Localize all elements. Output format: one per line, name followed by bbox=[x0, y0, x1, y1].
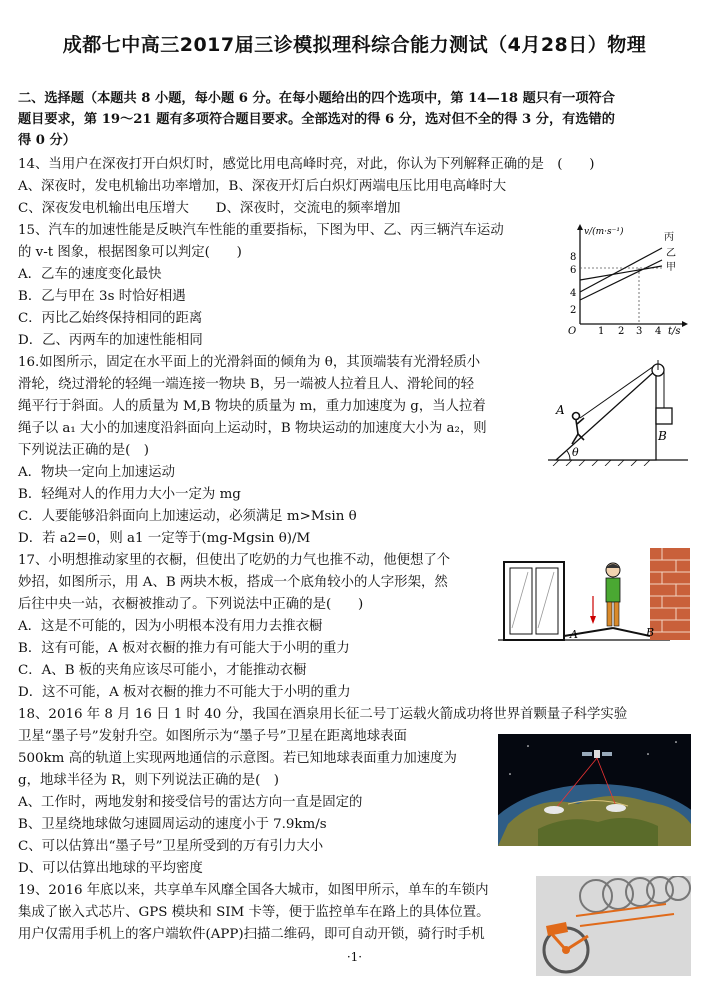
q18-stem-3: 500km 高的轨道上实现两地通信的示意图。若已知地球表面重力加速度为 bbox=[18, 751, 457, 766]
q17-option-c: C．A、B 板的夹角应该尽可能小，才能推动衣橱 bbox=[18, 663, 307, 678]
q15-stem-2: 的 v-t 图象，根据图象可以判定( ) bbox=[18, 245, 242, 260]
q18-option-d: D、可以估算出地球的平均密度 bbox=[18, 861, 203, 876]
q18-stem: 18、2016 年 8 月 16 日 1 时 40 分，我国在酒泉用长征二号丁运载火箭成功将世界首颗量子科学实验 bbox=[18, 707, 628, 722]
q15-option-a: A．乙车的速度变化最快 bbox=[18, 267, 162, 282]
graph-xlabel: t/s bbox=[668, 326, 681, 337]
series-label-jia: 甲 bbox=[666, 262, 676, 273]
incline-diagram bbox=[548, 356, 688, 466]
wardrobe-diagram bbox=[498, 548, 693, 643]
q19-stem-2: 集成了嵌入式芯片、GPS 模块和 SIM 卡等，便于监控单车在路上的具体位置。 bbox=[18, 905, 490, 920]
xtick: 3 bbox=[636, 326, 643, 337]
ytick: 8 bbox=[570, 252, 577, 263]
page-title: 成都七中高三2017届三诊模拟理科综合能力测试（4月28日）物理 bbox=[62, 34, 647, 56]
xtick: 1 bbox=[598, 326, 605, 337]
q17-option-b: B．这有可能，A 板对衣橱的推力有可能大于小明的重力 bbox=[18, 641, 350, 656]
q15-stem: 15、汽车的加速性能是反映汽车性能的重要指标，下图为甲、乙、丙三辆汽车运动 bbox=[18, 223, 504, 238]
q16-option-c: C．人要能够沿斜面向上加速运动，必须满足 m>Msin θ bbox=[18, 509, 357, 524]
q15-option-c: C．丙比乙始终保持相同的距离 bbox=[18, 311, 203, 326]
label-a: A bbox=[556, 403, 565, 417]
q15-option-d: D．乙、丙两车的加速性能相同 bbox=[18, 333, 203, 348]
q16-option-b: B．轻绳对人的作用力大小一定为 mg bbox=[18, 487, 241, 502]
series-label-bing: 丙 bbox=[664, 232, 674, 243]
ytick: 4 bbox=[570, 288, 577, 299]
vt-graph bbox=[562, 222, 690, 337]
q17-stem: 17、小明想推动家里的衣橱，但使出了吃奶的力气也推不动，他便想了个 bbox=[18, 553, 451, 568]
q17-option-a: A．这是不可能的，因为小明根本没有用力去推衣橱 bbox=[18, 619, 323, 634]
q16-stem: 16.如图所示，固定在水平面上的光滑斜面的倾角为 θ，其顶端装有光滑轻质小 bbox=[18, 355, 481, 370]
graph-origin: O bbox=[568, 326, 577, 337]
q17-stem-2: 妙招，如图所示，用 A、B 两块木板，搭成一个底角较小的人字形架，然 bbox=[18, 575, 448, 590]
q17-option-d: D．这不可能，A 板对衣橱的推力不可能大于小明的重力 bbox=[18, 685, 351, 700]
q19-stem: 19、2016 年底以来，共享单车风靡全国各大城市，如图甲所示，单车的车锁内 bbox=[18, 883, 489, 898]
q18-option-a: A、工作时，两地发射和接受信号的雷达方向一直是固定的 bbox=[18, 795, 363, 810]
series-label-yi: 乙 bbox=[666, 248, 676, 259]
q18-stem-4: g，地球半径为 R，则下列说法正确的是( ) bbox=[18, 773, 279, 788]
q14-options-ab: A、深夜时，发电机输出功率增加，B、深夜开灯后白炽灯两端电压比用电高峰时大 bbox=[18, 179, 507, 194]
page-number: ·1· bbox=[346, 950, 363, 964]
q16-stem-2: 滑轮，绕过滑轮的轻绳一端连接一物块 B，另一端被人拉着且人、滑轮间的轻 bbox=[18, 377, 474, 392]
ytick: 2 bbox=[570, 305, 577, 316]
label-b: B bbox=[646, 626, 655, 639]
label-theta: θ bbox=[572, 446, 579, 459]
q14-stem: 14、当用户在深夜打开白炽灯时，感觉比用电高峰时亮，对此，你认为下列解释正确的是 ( ) bbox=[18, 157, 595, 172]
q17-stem-3: 后往中央一站，衣橱被推动了。下列说法中正确的是( ) bbox=[18, 597, 364, 612]
q15-option-b: B．乙与甲在 3s 时恰好相遇 bbox=[18, 289, 186, 304]
label-a: A bbox=[570, 628, 578, 641]
xtick: 4 bbox=[655, 326, 662, 337]
section-header: 二、选择题（本题共 8 小题，每小题 6 分。在每小题给出的四个选项中，第 14—18 题只有一项符合 题目要求，第 19～21 题有多项符合题目要求。全部选对的得 6 分，选对但不全的得 3 分，有选错的 得 0 分） bbox=[18, 91, 615, 148]
q18-option-c: C、可以估算出“墨子号”卫星所受到的万有引力大小 bbox=[18, 839, 324, 854]
xtick: 2 bbox=[618, 326, 625, 337]
q18-stem-2: 卫星“墨子号”发射升空。如图所示为“墨子号”卫星在距离地球表面 bbox=[18, 729, 407, 744]
label-b: B bbox=[658, 429, 667, 443]
graph-ylabel: v/(m·s⁻¹) bbox=[584, 227, 624, 237]
q16-option-d: D．若 a2=0，则 a1 一定等于(mg-Mgsin θ)/M bbox=[18, 531, 311, 546]
q16-stem-3: 绳平行于斜面。人的质量为 M,B 物块的质量为 m，重力加速度为 g，当人拉着 bbox=[18, 399, 486, 414]
q18-option-b: B、卫星绕地球做匀速圆周运动的速度小于 7.9km/s bbox=[18, 817, 327, 832]
q19-stem-3: 用户仅需用手机上的客户端软件(APP)扫描二维码，即可自动开锁，骑行时手机 bbox=[18, 927, 485, 942]
ytick: 6 bbox=[570, 265, 577, 276]
q14-options-cd: C、深夜发电机输出电压增大 D、深夜时，交流电的频率增加 bbox=[18, 201, 401, 216]
satellite-image bbox=[498, 734, 691, 846]
q16-stem-5: 下列说法正确的是( ) bbox=[18, 443, 149, 458]
q16-stem-4: 绳子以 a₁ 大小的加速度沿斜面向上运动时，B 物块运动的加速度大小为 a₂，则 bbox=[18, 421, 487, 436]
q16-option-a: A．物块一定向上加速运动 bbox=[18, 465, 175, 480]
